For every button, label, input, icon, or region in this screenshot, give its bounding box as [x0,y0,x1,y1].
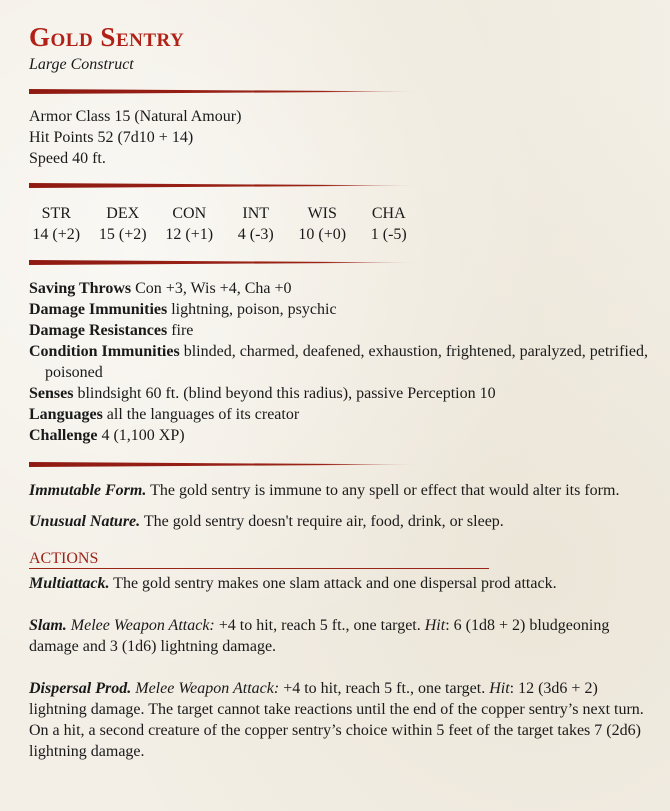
hit-label: Hit [424,617,446,634]
divider-rule [29,89,421,94]
ability-label: CON [172,205,207,222]
ability-con [156,203,223,245]
trait-text: lightning, poison, psychic [167,301,337,318]
ability-label: STR [41,205,71,222]
ability-value: 15 (+2) [98,226,147,243]
trait-label: Damage Resistances [29,322,168,339]
ability-str [23,203,90,245]
monster-type: Large Construct [29,56,134,73]
basic-stats [29,106,649,169]
ability-label: CHA [371,205,406,222]
trait-text: Con +3, Wis +4, Cha +0 [131,280,292,297]
ability-value: 1 (-5) [370,226,407,243]
divider-rule [29,183,421,188]
attack-type: Melee Weapon Attack: [66,617,215,634]
action-slam [29,615,649,657]
feature-name: Unusual Nature. [29,513,141,530]
speed: Speed 40 ft. [29,150,106,167]
action-multiattack [29,573,649,594]
trait-text: blindsight 60 ft. (blind beyond this radius), passive Perception 10 [73,385,496,402]
ability-cha [356,203,423,245]
trait-label: Senses [29,385,74,402]
action-text: +4 to hit, reach 5 ft., one target. [214,617,425,634]
trait-text: 4 (1,100 XP) [97,427,185,444]
trait-label: Challenge [29,427,98,444]
ability-value: 12 (+1) [165,226,214,243]
hit-points: Hit Points 52 (7d10 + 14) [29,129,194,146]
saving-throws [29,278,649,299]
senses [29,383,649,404]
ability-value: 10 (+0) [298,226,347,243]
actions-heading: ACTIONS [29,550,489,569]
trait-text: all the languages of its creator [102,406,300,423]
ability-label: INT [242,205,270,222]
stat-block [29,22,649,762]
action-dispersal-prod [29,678,649,762]
attack-type: Melee Weapon Attack: [131,680,280,697]
languages [29,404,649,425]
hit-label: Hit [489,680,510,697]
action-name: Slam. [29,617,67,634]
action-name: Multiattack. [29,575,110,592]
ability-label: DEX [106,205,140,222]
action-name: Dispersal Prod. [29,680,132,697]
action-text: : 6 (1d8 + 2) bludgeoning damage and 3 (1d6) lightning damage. [29,617,610,655]
feature-unusual-nature [29,511,649,532]
ability-value: 14 (+2) [32,226,81,243]
trait-text: fire [167,322,194,339]
trait-label: Damage Immunities [29,301,168,318]
monster-name: Gold Sentry [29,22,185,52]
damage-resistances [29,320,649,341]
feature-text: The gold sentry is immune to any spell or effect that would alter its form. [146,482,620,499]
action-text: The gold sentry makes one slam attack and one dispersal prod attack. [109,575,557,592]
action-text: : 12 (3d6 + 2) lightning damage. The target cannot take reactions until the end of the copper sentry’s next turn. On a hit, a second creature of the copper sentry’s choice within 5 feet of the target takes 7 (2d6) lightning damage. [29,680,644,760]
feature-name: Immutable Form. [29,482,147,499]
armor-class: Armor Class 15 (Natural Amour) [29,108,242,125]
trait-label: Saving Throws [29,280,132,297]
feature-immutable-form [29,480,649,501]
feature-text: The gold sentry doesn't require air, food, drink, or sleep. [140,513,504,530]
ability-value: 4 (-3) [237,226,274,243]
condition-immunities [29,341,649,383]
challenge [29,425,649,446]
action-text: +4 to hit, reach 5 ft., one target. [279,680,490,697]
divider-rule [29,462,421,467]
ability-wis [289,203,356,245]
trait-text: blinded, charmed, deafened, exhaustion, frightened, paralyzed, petrified, poisoned [45,343,648,381]
ability-label: WIS [307,205,337,222]
trait-label: Condition Immunities [29,343,180,360]
ability-dex [90,203,157,245]
ability-int [223,203,290,245]
trait-label: Languages [29,406,103,423]
damage-immunities [29,299,649,320]
ability-scores [23,203,423,245]
traits [29,278,649,446]
divider-rule [29,260,421,265]
